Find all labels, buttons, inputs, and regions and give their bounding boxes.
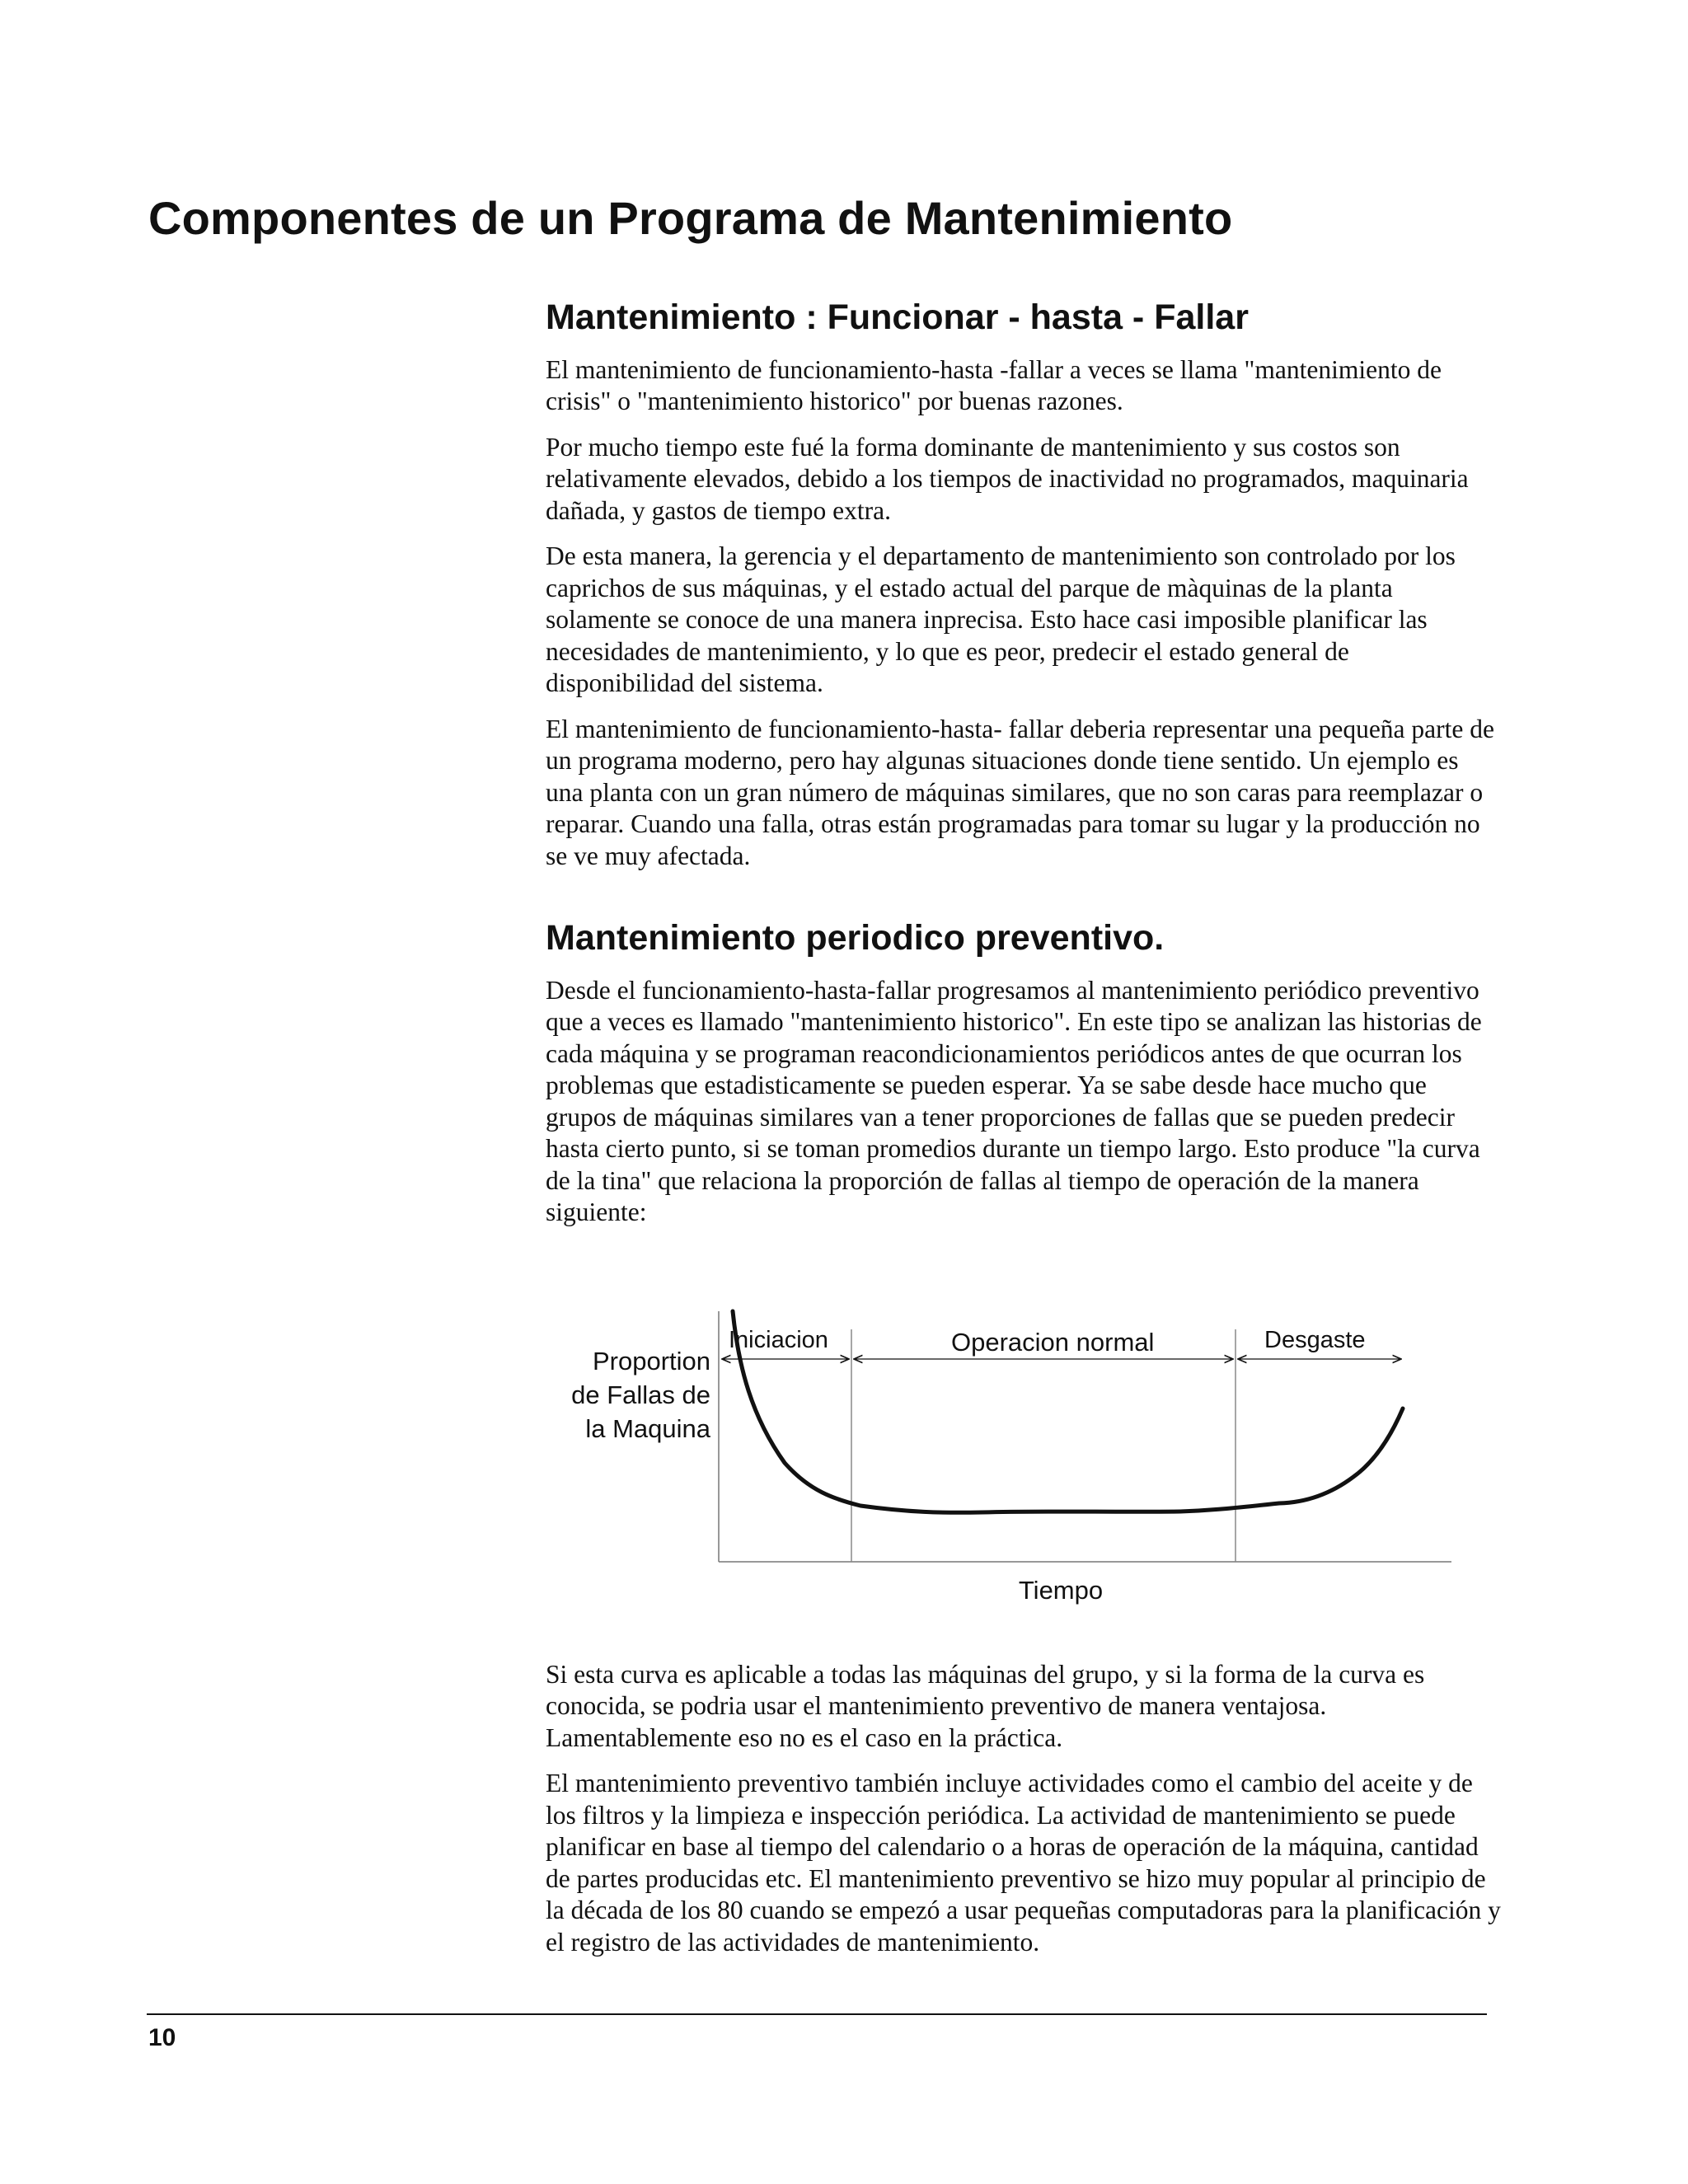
phase-label-iniciacion: Iniciacion — [729, 1326, 828, 1353]
paragraph: El mantenimiento preventivo también incluye actividades como el cambio del aceite y de los filtros y la limpieza e inspección periódica. La actividad de mantenimiento se puede planificar en base al tiempo del calendario o a horas de operación de la máquina, cantidad de partes producidas etc. El mantenimiento preventivo se hizo muy popular al principio de la década de los 80 cuando se empezó a usar pequeñas computadoras para la planificación y el registro de las actividades de mantenimiento. — [546, 1769, 1501, 1957]
page-title: Componentes de un Programa de Mantenimiento — [148, 192, 1233, 244]
x-axis-label: Tiempo — [1018, 1575, 1104, 1605]
paragraph: Si esta curva es aplicable a todas las máquinas del grupo, y si la forma de la curva es conocida, se podria usar el mantenimiento preventivo de manera ventajosa. Lamentablemente eso no es el caso en la práctica. — [546, 1659, 1425, 1752]
bathtub-curve-figure — [521, 1268, 1543, 1623]
y-axis-label-line-3: la Maquina — [585, 1413, 710, 1443]
page-number: 10 — [148, 2024, 176, 2051]
bathtub-curve-svg — [521, 1268, 1543, 1623]
phase-label-desgaste: Desgaste — [1264, 1326, 1366, 1353]
section-heading-periodic-preventive: Mantenimiento periodico preventivo. — [546, 918, 1165, 958]
paragraph: Desde el funcionamiento-hasta-fallar progresamos al mantenimiento periódico preventivo que a veces es llamado "mantenimiento historico". En este tipo se analizan las historias de cada máquina y se programan reacondicionamientos periódicos antes de que ocurran los problemas que estadisticamente se pueden esperar. Ya se sabe desde hace mucho que grupos de máquinas similares van a tener proporciones de fallas que se pueden predecir hasta cierto punto, si se toman promedios durante un tiempo largo. Esto produce "la curva de la tina" que relaciona la proporción de fallas al tiempo de operación de la manera siguiente: — [546, 975, 1482, 1227]
footer-rule — [147, 2013, 1487, 2015]
main-content — [546, 297, 1502, 1972]
y-axis-label-line-2: de Fallas de — [571, 1380, 710, 1409]
paragraph: El mantenimiento de funcionamiento-hasta- fallar deberia representar una pequeña parte de un programa moderno, pero hay algunas situaciones donde tiene sentido. Un ejemplo es una planta con un gran número de máquinas similares, que no son caras para reemplazar o reparar. Cuando una falla, otras están programadas para tomar su lugar y la producción no se ve muy afectada. — [546, 714, 1494, 870]
y-axis-label-line-1: Proportion — [592, 1346, 710, 1376]
paragraph: De esta manera, la gerencia y el departamento de mantenimiento son controlado por los caprichos de sus máquinas, y el estado actual del parque de màquinas de la planta solamente se conoce de una manera inprecisa. Esto hace casi imposible planificar las necesidades de mantenimiento, y lo que es peor, predecir el estado general de disponibilidad del sistema. — [546, 541, 1456, 698]
paragraph: Por mucho tiempo este fué la forma dominante de mantenimiento y sus costos son relativamente elevados, debido a los tiempos de inactividad no programados, maquinaria dañada, y gastos de tiempo extra. — [546, 432, 1469, 525]
paragraph: El mantenimiento de funcionamiento-hasta -fallar a veces se llama "mantenimiento de crisis" o "mantenimiento historico" por buenas razones. — [546, 354, 1442, 416]
phase-label-operacion-normal: Operacion normal — [951, 1327, 1155, 1357]
section-heading-run-to-failure: Mantenimiento : Funcionar - hasta - Fallar — [546, 298, 1249, 337]
